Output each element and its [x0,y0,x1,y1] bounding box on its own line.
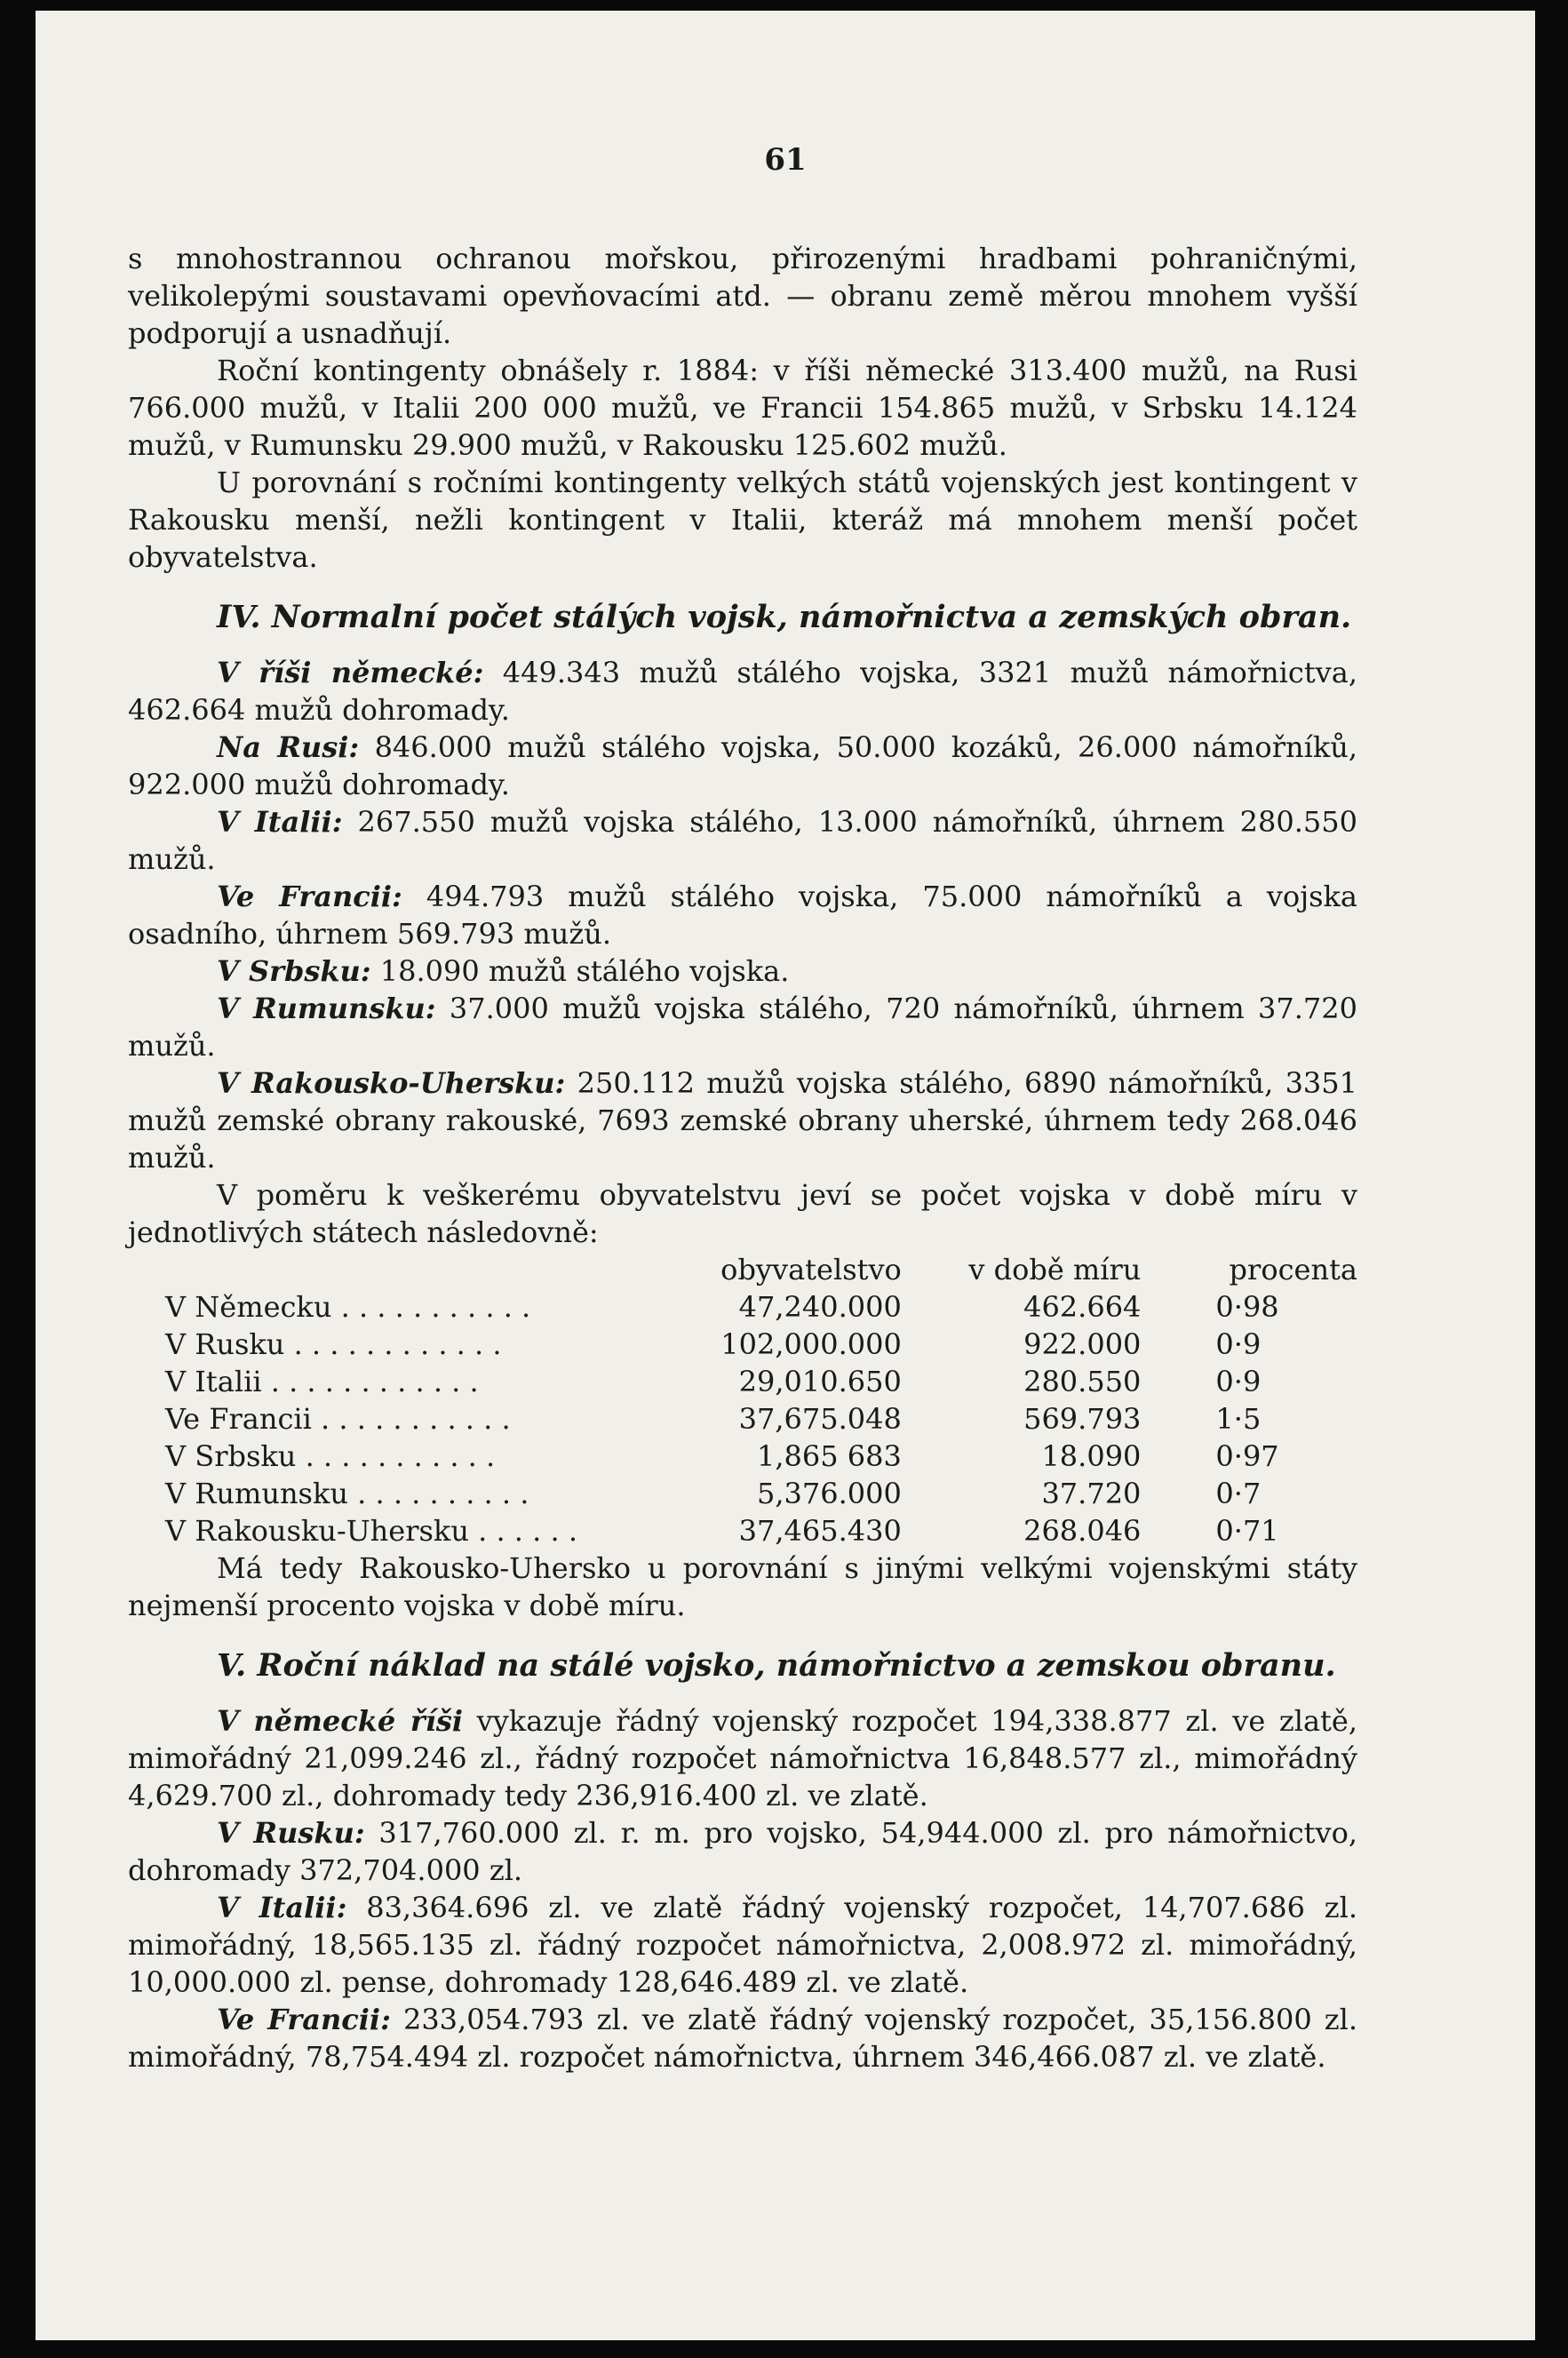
section-iv-entry [128,729,1357,803]
row-leader: . . . . . . [468,1514,577,1548]
ratio-table [128,1251,1357,1549]
section-iv-entry [128,990,1357,1064]
section-iv-title: IV. Normalní počet stálých vojsk, námořnictva a zemských obran. [217,599,1352,635]
row-peace: 268.046 [1023,1514,1142,1548]
table-row [128,1438,1357,1475]
row-peace: 18.090 [1041,1439,1142,1473]
row-population: 5,376.000 [756,1477,902,1510]
row-leader: . . . . . . . . . . . . [284,1327,502,1361]
entry-text: 18.090 mužů stálého vojska. [370,954,790,988]
page-number: 61 [764,142,807,178]
table-row [128,1326,1357,1363]
entry-label: Ve Francii: [217,880,402,913]
row-peace: 569.793 [1023,1402,1142,1436]
section-v-title: V. Roční náklad na stálé vojsko, námořnictvo a zemskou obranu. [217,1647,1336,1684]
row-country: V Rumunsku [165,1477,348,1510]
row-country: V Rakousku-Uhersku [165,1514,469,1548]
entry-text: 846.000 mužů stálého vojska, 50.000 kozáků, 26.000 námořníků, 922.000 mužů dohromady. [128,730,1358,801]
entry-label: V říši německé: [217,656,484,689]
entry-label: V Rakousko-Uhersku: [217,1066,566,1100]
table-row [128,1475,1357,1512]
header-peace: v době míru [968,1253,1142,1287]
header-population: obyvatelstvo [720,1253,902,1287]
row-country: V Srbsku [165,1439,297,1473]
entry-label: Ve Francii: [217,2003,391,2036]
row-percent: 1·5 [1215,1402,1262,1436]
section-v-entry [128,1702,1357,1814]
row-percent: 0·97 [1215,1439,1279,1473]
section-v-entry [128,1814,1357,1889]
row-country: V Německu [165,1290,332,1324]
table-row [128,1400,1357,1438]
section-iv-entry [128,654,1357,729]
row-country: Ve Francii [165,1402,312,1436]
row-population: 47,240.000 [738,1290,902,1324]
entry-label: Na Rusi: [217,730,360,764]
row-peace: 37.720 [1041,1477,1142,1510]
row-leader: . . . . . . . . . . . [311,1402,511,1436]
page-content [128,240,1357,2075]
row-country: V Rusku [165,1327,285,1361]
entry-label: V Rusku: [217,1816,365,1850]
row-peace: 922.000 [1023,1327,1142,1361]
entry-text: 494.793 mužů stálého vojska, 75.000 námořníků a vojska osadního, úhrnem 569.793 mužů. [128,880,1358,951]
section-v-entry [128,2001,1357,2075]
entry-text: vykazuje řádný vojenský rozpočet 194,338.877 zl. ve zlatě, mimořádný 21,099.246 zl., řádný rozpočet námořnictva 16,848.577 zl., mimořádný 4,629.700 zl., dohromady tedy 236,916.400 zl. ve zlatě. [128,1704,1357,1812]
intro-paragraph: s mnohostrannou ochranou mořskou, přirozenými hradbami pohraničnými, velikolepými soustavami opevňovacími atd. — obranu země měrou mnohem vyšší podporují a usnadňují. [128,242,1357,350]
row-percent: 0·98 [1215,1290,1279,1324]
entry-text: 83,364.696 zl. ve zlatě řádný vojenský rozpočet, 14,707.686 zl. mimořádný, 18,565.135 zl. řádný rozpočet námořnictva, 2,008.972 zl. mimořádný, 10,000.000 zl. pense, dohromady 128,646.489 zl. ve zlatě. [128,1891,1358,1999]
table-row [128,1363,1357,1400]
row-leader: . . . . . . . . . . . . [261,1365,479,1398]
row-leader: . . . . . . . . . . [347,1477,529,1510]
entry-label: V Srbsku: [217,954,371,988]
header-percent: procenta [1229,1253,1357,1287]
entry-text: 317,760.000 zl. r. m. pro vojsko, 54,944.000 zl. pro námořnictvo, dohromady 372,704.000 zl. [128,1816,1358,1887]
ratio-intro: V poměru k veškerému obyvatelstvu jeví se počet vojska v době míru v jednotlivých státech následovně: [128,1178,1357,1249]
entry-label: V německé říši [217,1704,464,1738]
row-peace: 280.550 [1023,1365,1142,1398]
row-percent: 0·9 [1215,1327,1262,1361]
row-percent: 0·71 [1215,1514,1279,1548]
row-percent: 0·7 [1215,1477,1262,1510]
entry-text: 233,054.793 zl. ve zlatě řádný vojenský rozpočet, 35,156.800 zl. mimořádný, 78,754.494 zl. rozpočet námořnictva, úhrnem 346,466.087 zl. ve zlatě. [128,2003,1358,2074]
book-page [36,11,1535,2340]
conclusion-paragraph: Má tedy Rakousko-Uhersko u porovnání s jinými velkými vojenskými státy nejmenší procento vojska v době míru. [128,1551,1357,1622]
section-v-entry [128,1889,1357,2001]
entry-text: 267.550 mužů vojska stálého, 13.000 námořníků, úhrnem 280.550 mužů. [128,805,1358,876]
contingent-paragraph: Roční kontingenty obnášely r. 1884: v říši německé 313.400 mužů, na Rusi 766.000 mužů, v Italii 200 000 mužů, ve Francii 154.865 mužů, v Srbsku 14.124 mužů, v Rumunsku 29.900 mužů, v Rakousku 125.602 mužů. [128,354,1357,462]
table-row [128,1288,1357,1326]
row-population: 102,000.000 [720,1327,902,1361]
row-leader: . . . . . . . . . . . [296,1439,496,1473]
row-peace: 462.664 [1023,1290,1142,1324]
section-iv-entry [128,952,1357,990]
section-iv-entry [128,803,1357,878]
row-population: 29,010.650 [738,1365,902,1398]
row-population: 1,865 683 [756,1439,902,1473]
entry-text: 37.000 mužů vojska stálého, 720 námořníků, úhrnem 37.720 mužů. [128,992,1358,1063]
row-country: V Italii [165,1365,262,1398]
table-row [128,1512,1357,1549]
section-iv-entry [128,878,1357,952]
entry-text: 449.343 mužů stálého vojska, 3321 mužů námořnictva, 462.664 mužů dohromady. [128,656,1358,727]
entry-label: V Italii: [217,1891,347,1924]
comparison-paragraph: U porovnání s ročními kontingenty velkých států vojenských jest kontingent v Rakousku menší, nežli kontingent v Italii, kteráž má mnohem menší počet obyvatelstva. [128,466,1357,574]
table-header-row [128,1251,1357,1288]
row-percent: 0·9 [1215,1365,1262,1398]
row-leader: . . . . . . . . . . . [331,1290,531,1324]
entry-label: V Italii: [217,805,343,839]
entry-text: 250.112 mužů vojska stálého, 6890 námořníků, 3351 mužů zemské obrany rakouské, 7693 zemské obrany uherské, úhrnem tedy 268.046 mužů. [128,1066,1358,1175]
row-population: 37,675.048 [738,1402,902,1436]
section-iv-entry [128,1064,1357,1176]
entry-label: V Rumunsku: [217,992,436,1025]
row-population: 37,465.430 [738,1514,902,1548]
